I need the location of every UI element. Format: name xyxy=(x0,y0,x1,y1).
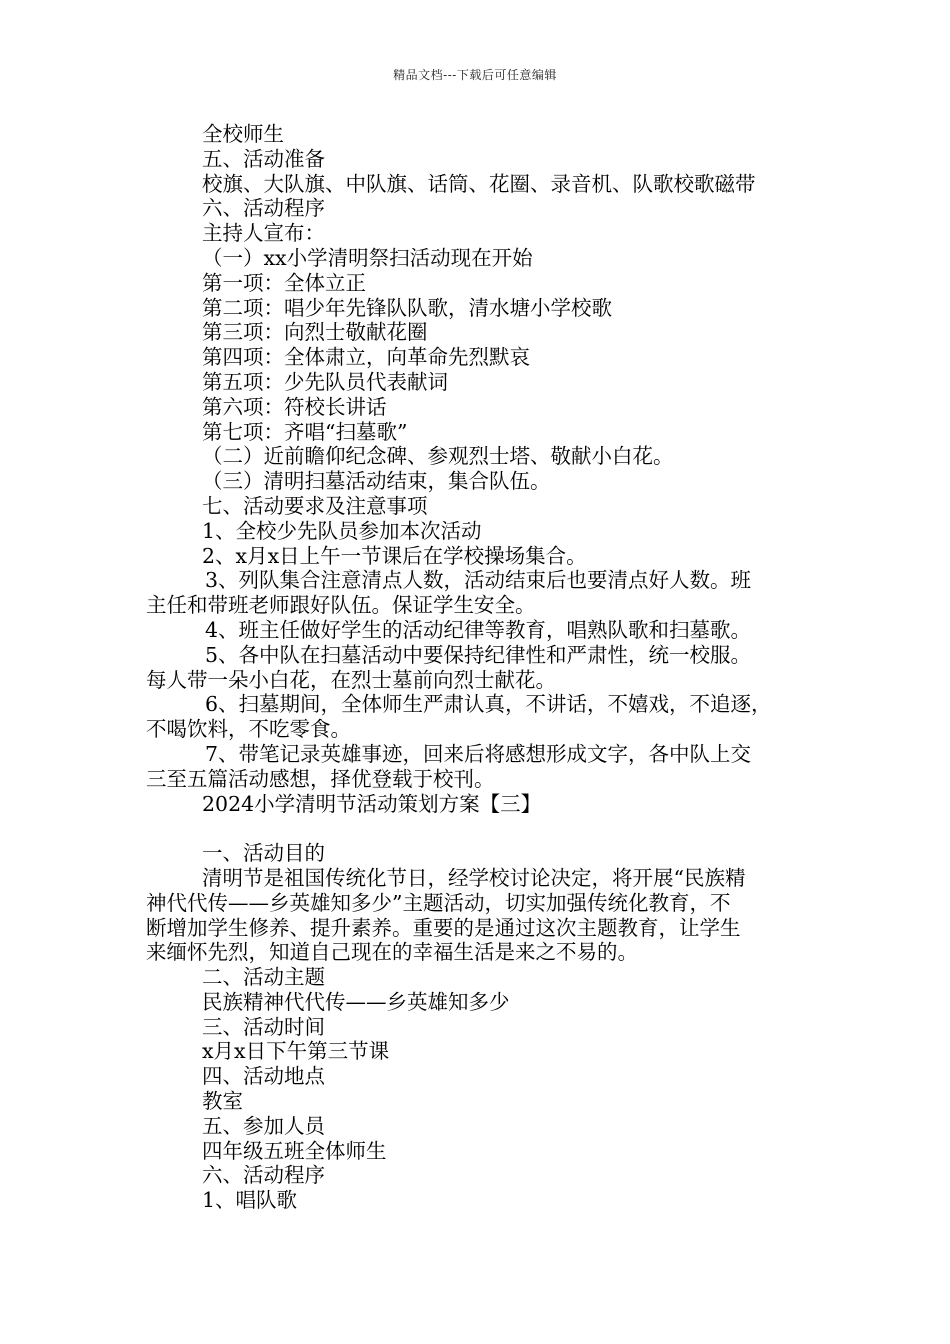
document-subtitle: 2024小学清明节活动策划方案【三】 xyxy=(202,791,542,816)
text-line: 3、列队集合注意清点人数，活动结束后也要清点好人数。班 xyxy=(205,568,752,593)
section-heading: 六、活动程序 xyxy=(202,196,325,221)
text-line: 断增加学生修养、提升素养。重要的是通过这次主题教育，让学生 xyxy=(146,915,741,940)
text-line: 来缅怀先烈，知道自己现在的幸福生活是来之不易的。 xyxy=(146,940,638,965)
text-line: 第七项：齐唱“扫墓歌” xyxy=(202,419,408,444)
text-line: 6、扫墓期间，全体师生严肃认真，不讲话，不嬉戏，不追逐， xyxy=(205,692,772,717)
section-heading: 二、活动主题 xyxy=(202,965,325,990)
section-heading: 六、活动程序 xyxy=(202,1163,325,1188)
text-line: 民族精神代代传——乡英雄知多少 xyxy=(202,989,510,1014)
section-heading: 五、活动准备 xyxy=(202,146,325,171)
text-line: （一）xx小学清明祭扫活动现在开始 xyxy=(202,245,533,270)
blank-line xyxy=(146,816,826,841)
text-line: 5、各中队在扫墓活动中要保持纪律性和严肃性，统一校服。 xyxy=(205,642,752,667)
text-line: 第一项：全体立正 xyxy=(202,270,366,295)
text-line: 4、班主任做好学生的活动纪律等教育，唱熟队歌和扫墓歌。 xyxy=(205,617,752,642)
text-line: 主任和带班老师跟好队伍。保证学生安全。 xyxy=(146,593,536,618)
text-line: x月x日下午第三节课 xyxy=(202,1039,390,1064)
section-heading: 四、活动地点 xyxy=(202,1064,325,1089)
text-line: 2、x月x日上午一节课后在学校操场集合。 xyxy=(202,543,587,568)
text-line: 第六项：符校长讲话 xyxy=(202,394,387,419)
text-line: 7、带笔记录英雄事迹，回来后将感想形成文字，各中队上交 xyxy=(205,741,752,766)
section-heading: 三、活动时间 xyxy=(202,1014,325,1039)
text-line: 每人带一朵小白花，在烈士墓前向烈士献花。 xyxy=(146,667,556,692)
section-heading: 一、活动目的 xyxy=(202,841,325,866)
text-line: 清明节是祖国传统化节日，经学校讨论决定，将开展“民族精 xyxy=(202,865,746,890)
text-line: 第三项：向烈士敬献花圈 xyxy=(202,320,428,345)
text-line: 第四项：全体肃立，向革命先烈默哀 xyxy=(202,345,530,370)
text-line: 第五项：少先队员代表献词 xyxy=(202,369,448,394)
text-line: 主持人宣布： xyxy=(202,221,325,246)
text-line: 第二项：唱少年先锋队队歌，清水塘小学校歌 xyxy=(202,295,612,320)
section-heading: 七、活动要求及注意事项 xyxy=(202,493,428,518)
text-line: 校旗、大队旗、中队旗、话筒、花圈、录音机、队歌校歌磁带 xyxy=(202,171,756,196)
text-line: 1、唱队歌 xyxy=(202,1188,298,1213)
text-line: 教室 xyxy=(202,1089,243,1114)
text-line: 不喝饮料，不吃零食。 xyxy=(146,717,351,742)
text-line: 四年级五班全体师生 xyxy=(202,1138,387,1163)
text-line: 1、全校少先队员参加本次活动 xyxy=(202,518,482,543)
text-line: （三）清明扫墓活动结束，集合队伍。 xyxy=(202,469,551,494)
page-header: 精品文档---下载后可任意编辑 xyxy=(393,68,557,82)
text-line: 全校师生 xyxy=(202,122,284,146)
section-heading: 五、参加人员 xyxy=(202,1113,325,1138)
text-line: 三至五篇活动感想，择优登载于校刊。 xyxy=(146,766,495,791)
text-line: 神代代传——乡英雄知多少”主题活动，切实加强传统化教育，不 xyxy=(146,890,731,915)
document-body xyxy=(146,122,826,1213)
text-line: （二）近前瞻仰纪念碑、参观烈士塔、敬献小白花。 xyxy=(202,444,674,469)
